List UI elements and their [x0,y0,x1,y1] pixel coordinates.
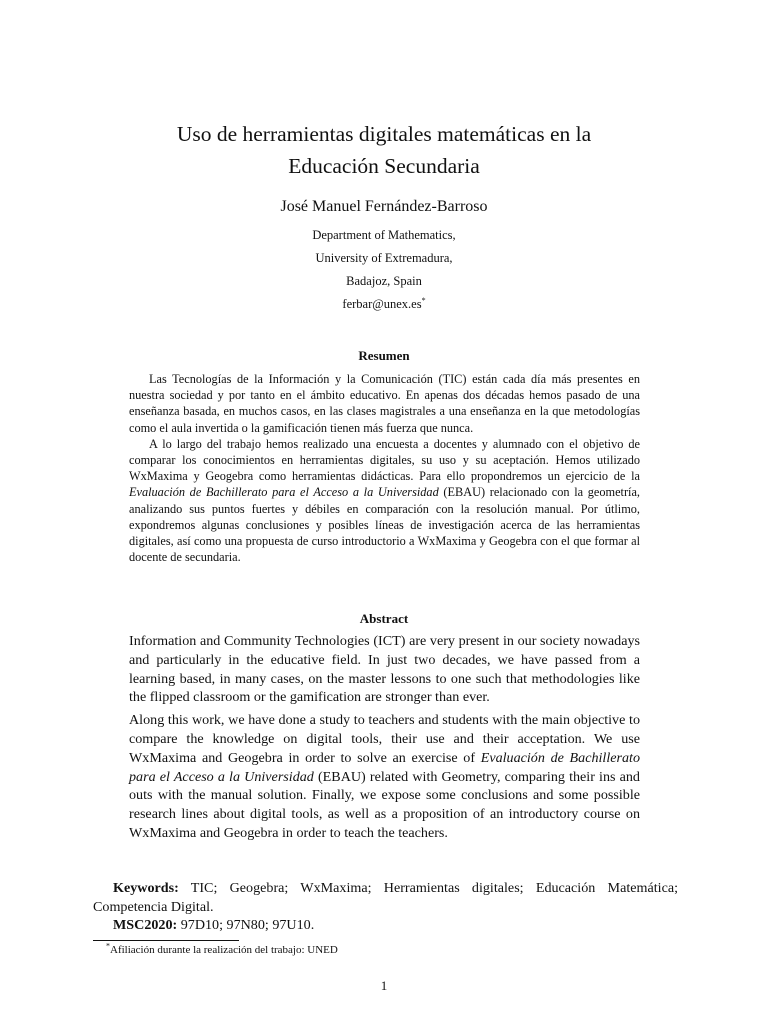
resumen-body [129,371,640,565]
keywords-block [93,879,678,935]
abstract-p2-italic: Evaluación de Bachillerato para el Acceso a la Universidad [129,749,640,785]
author-email: ferbar@unex.es [342,297,422,311]
keywords-text: TIC; Geogebra; WxMaxima; Herramientas digitales; Educación Matemática; Competencia Digital. [93,880,678,915]
abstract-p2-text-a: Along this work, we have done a study to teachers and students with the main objective to compare the knowledge on digital tools, their use and their acceptation. We use WxMaxima and Geogebra in order to solve an exercise of [129,712,640,766]
msc-label: MSC2020: [113,917,178,934]
resumen-paragraph-1: Las Tecnologías de la Información y la Comunicación (TIC) están cada día más presentes en nuestra sociedad y por tanto en el ámbito educativo. En apenas dos décadas hemos pasado de una enseñanza basada, en muchos casos, en las clases magistrales a una enseñanza en la que metodologías como el aula invertida o la gamificación tienen más fuerza que nunca. [129,372,640,435]
abstract-heading: Abstract [359,611,409,626]
msc-line [93,916,678,935]
resumen-p2-italic: Evaluación de Bachillerato para el Acceso a la Universidad [129,485,439,500]
affiliation-location: Badajoz, Spain [346,274,422,288]
affiliation-university: University of Extremadura, [315,251,453,265]
paper-title [100,118,668,182]
footnote [106,941,338,956]
resumen-heading: Resumen [358,348,410,363]
resumen-p2-text-b: (EBAU) relacionado con la geometría, analizando sus puntos fuertes y débiles en comparación con la resolución manual. Por útlimo, expondremos algunas conclusiones y posibles líneas de investigación acerca de las herramientas digitales, así como una propuesta de curso introductorio a WxMaxima y Geogebra con el que formar al docente de secundaria. [129,485,640,565]
abstract-paragraph-2 [129,711,640,843]
footnote-mark: * [106,941,110,951]
abstract-p2-text-b: (EBAU) related with Geometry, comparing their ins and outs with the manual solution. Finally, we expose some conclusions and some possible research lines about digital tools, as well as a proposition of an introductory course on WxMaxima and Geogebra in order to teach the teachers. [129,768,640,841]
footnote-text: Afiliación durante la realización del trabajo: UNED [110,944,338,956]
footnote-rule [93,940,239,941]
author-name: José Manuel Fernández-Barroso [280,198,488,215]
msc-text: 97D10; 97N80; 97U10. [177,917,315,934]
title-line-2: Educación Secundaria [288,154,480,178]
keywords-label: Keywords: [113,880,179,896]
email-footnote-mark: * [421,295,426,305]
keywords-line [93,879,678,916]
author-affiliation [100,224,668,316]
title-line-1: Uso de herramientas digitales matemáticas en la [176,122,592,146]
author-email-line [100,293,668,316]
affiliation-department: Department of Mathematics, [312,228,456,242]
resumen-p2-text-a: A lo largo del trabajo hemos realizado una encuesta a docentes y alumnado con el objetivo de comparar los conocimientos en herramientas digitales, su uso y su aceptación. Hemos utilizado WxMaxima y Geogebra como herramientas didácticas. Para ello propondremos un ejercicio de la [129,436,640,484]
abstract-paragraph-1: Information and Community Technologies (ICT) are very present in our society nowadays and particularly in the educative field. In just two decades, we have passed from a learning based, in many cases, on the master lessons to one such that methodologies like the flipped classroom or the gamification are stronger than ever. [129,633,640,706]
resumen-paragraph-2 [129,436,640,566]
abstract-body [129,632,640,847]
page-number: 1 [380,978,388,993]
